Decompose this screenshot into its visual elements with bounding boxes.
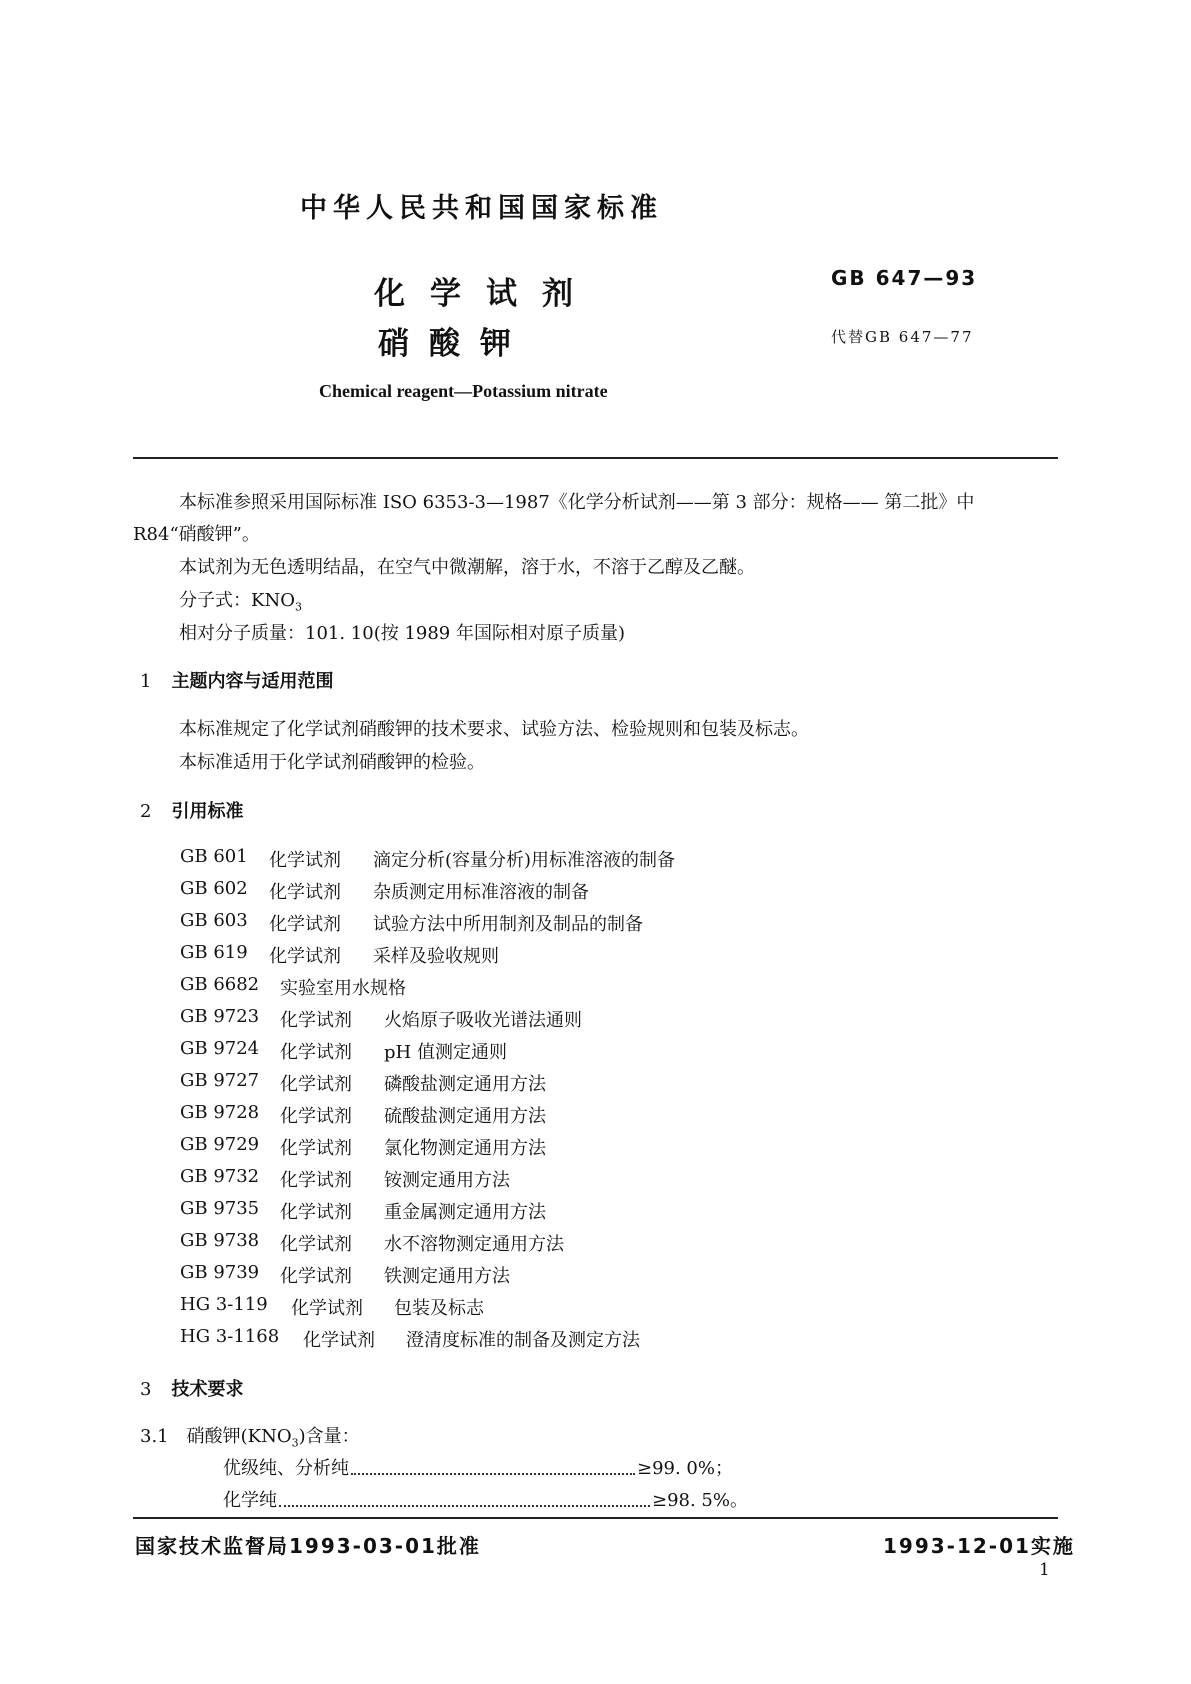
grade2-value: ≥98. 5%。 bbox=[652, 1490, 748, 1511]
reference-code: GB 9728 bbox=[180, 1102, 260, 1123]
reference-code: GB 619 bbox=[180, 942, 248, 963]
dot-leader bbox=[279, 1486, 650, 1507]
title-line1: 化学试剂 bbox=[374, 276, 598, 312]
header-rule bbox=[133, 457, 1058, 459]
reference-title: 氯化物测定通用方法 bbox=[384, 1138, 546, 1159]
footer-rule bbox=[133, 1517, 1058, 1519]
reference-code: GB 9739 bbox=[180, 1262, 260, 1283]
reference-code: GB 9723 bbox=[180, 1006, 260, 1027]
reference-code: GB 9732 bbox=[180, 1166, 260, 1187]
intro-p1-line1: 本标准参照采用国际标准 ISO 6353-3—1987《化学分析试剂——第 3 部分：规格—— 第二批》中 bbox=[179, 492, 975, 513]
approval-note: 国家技术监督局1993-03-01批准 bbox=[135, 1534, 481, 1558]
reference-code: GB 9724 bbox=[180, 1038, 260, 1059]
reference-code: HG 3-1168 bbox=[180, 1326, 280, 1347]
dot-leader bbox=[351, 1454, 635, 1475]
reference-category: 化学试剂 bbox=[280, 1234, 352, 1255]
reference-title: 澄清度标准的制备及测定方法 bbox=[406, 1330, 640, 1351]
item-3-1: 3.1 硝酸钾$(KNO_3)$含量： bbox=[140, 1426, 360, 1450]
grade1-row bbox=[223, 1454, 733, 1480]
reference-category: 化学试剂 bbox=[280, 1042, 352, 1063]
title-line2: 硝酸钾 bbox=[378, 326, 531, 362]
section1-p1: 本标准规定了化学试剂硝酸钾的技术要求、试验方法、检验规则和包装及标志。 bbox=[179, 719, 809, 740]
reference-category: 化学试剂 bbox=[291, 1298, 363, 1319]
reference-title: 铁测定通用方法 bbox=[384, 1266, 510, 1287]
reference-category: 化学试剂 bbox=[280, 1074, 352, 1095]
relative-mass: 相对分子质量：101. 10(按 1989 年国际相对原子质量) bbox=[179, 623, 625, 644]
english-title: Chemical reagent—Potassium nitrate bbox=[319, 381, 608, 401]
reference-code: HG 3-119 bbox=[180, 1294, 268, 1315]
effective-date: 1993-12-01实施 bbox=[883, 1534, 1075, 1558]
reference-code: GB 602 bbox=[180, 878, 248, 899]
reference-title: 重金属测定通用方法 bbox=[384, 1202, 546, 1223]
reference-title: 硫酸盐测定通用方法 bbox=[384, 1106, 546, 1127]
reference-code: GB 9727 bbox=[180, 1070, 260, 1091]
reference-category: 化学试剂 bbox=[280, 1170, 352, 1191]
section2-heading: 2 引用标准 bbox=[140, 801, 244, 822]
reference-title: 滴定分析(容量分析)用标准溶液的制备 bbox=[373, 850, 676, 871]
section3-heading: 3 技术要求 bbox=[140, 1379, 244, 1400]
reference-category: 化学试剂 bbox=[269, 914, 341, 935]
reference-title: 铵测定通用方法 bbox=[384, 1170, 510, 1191]
reference-title: 水不溶物测定通用方法 bbox=[384, 1234, 564, 1255]
reference-category: 化学试剂 bbox=[280, 1106, 352, 1127]
reference-code: GB 9738 bbox=[180, 1230, 260, 1251]
reference-title: pH 值测定通则 bbox=[384, 1042, 507, 1063]
reference-title: 包装及标志 bbox=[394, 1298, 484, 1319]
reference-code: GB 601 bbox=[180, 846, 248, 867]
reference-title: 采样及验收规则 bbox=[373, 946, 499, 967]
reference-category: 化学试剂 bbox=[280, 1138, 352, 1159]
standard-code: GB 647—93 bbox=[831, 266, 978, 290]
replaces-note: 代替GB 647—77 bbox=[831, 328, 974, 346]
reference-title: 实验室用水规格 bbox=[280, 978, 406, 999]
reference-category: 化学试剂 bbox=[280, 1010, 352, 1031]
standard-type: 中华人民共和国国家标准 bbox=[300, 193, 663, 224]
grade1-value: ≥99. 0%； bbox=[637, 1458, 733, 1479]
section1-p2: 本标准适用于化学试剂硝酸钾的检验。 bbox=[179, 752, 485, 773]
reference-category: 化学试剂 bbox=[269, 882, 341, 903]
formula: 分子式：$KNO_3$ bbox=[179, 590, 302, 614]
grade2-label: 化学纯 bbox=[223, 1490, 277, 1511]
reference-category: 化学试剂 bbox=[280, 1202, 352, 1223]
intro-p2: 本试剂为无色透明结晶，在空气中微潮解，溶于水，不溶于乙醇及乙醚。 bbox=[179, 557, 755, 578]
reference-title: 试验方法中所用制剂及制品的制备 bbox=[373, 914, 643, 935]
reference-title: 火焰原子吸收光谱法通则 bbox=[384, 1010, 582, 1031]
intro-p1-line2: R84“硝酸钾”。 bbox=[133, 524, 260, 545]
reference-category: 化学试剂 bbox=[280, 1266, 352, 1287]
reference-category: 化学试剂 bbox=[269, 850, 341, 871]
section1-heading: 1 主题内容与适用范围 bbox=[140, 671, 334, 692]
reference-category: 化学试剂 bbox=[269, 946, 341, 967]
grade1-label: 优级纯、分析纯 bbox=[223, 1458, 349, 1479]
reference-code: GB 6682 bbox=[180, 974, 260, 995]
reference-code: GB 9735 bbox=[180, 1198, 260, 1219]
reference-code: GB 9729 bbox=[180, 1134, 260, 1155]
reference-category: 化学试剂 bbox=[303, 1330, 375, 1351]
reference-title: 杂质测定用标准溶液的制备 bbox=[373, 882, 589, 903]
reference-code: GB 603 bbox=[180, 910, 248, 931]
page-number: 1 bbox=[1039, 1560, 1050, 1580]
grade2-row bbox=[223, 1486, 748, 1512]
reference-title: 磷酸盐测定通用方法 bbox=[384, 1074, 546, 1095]
